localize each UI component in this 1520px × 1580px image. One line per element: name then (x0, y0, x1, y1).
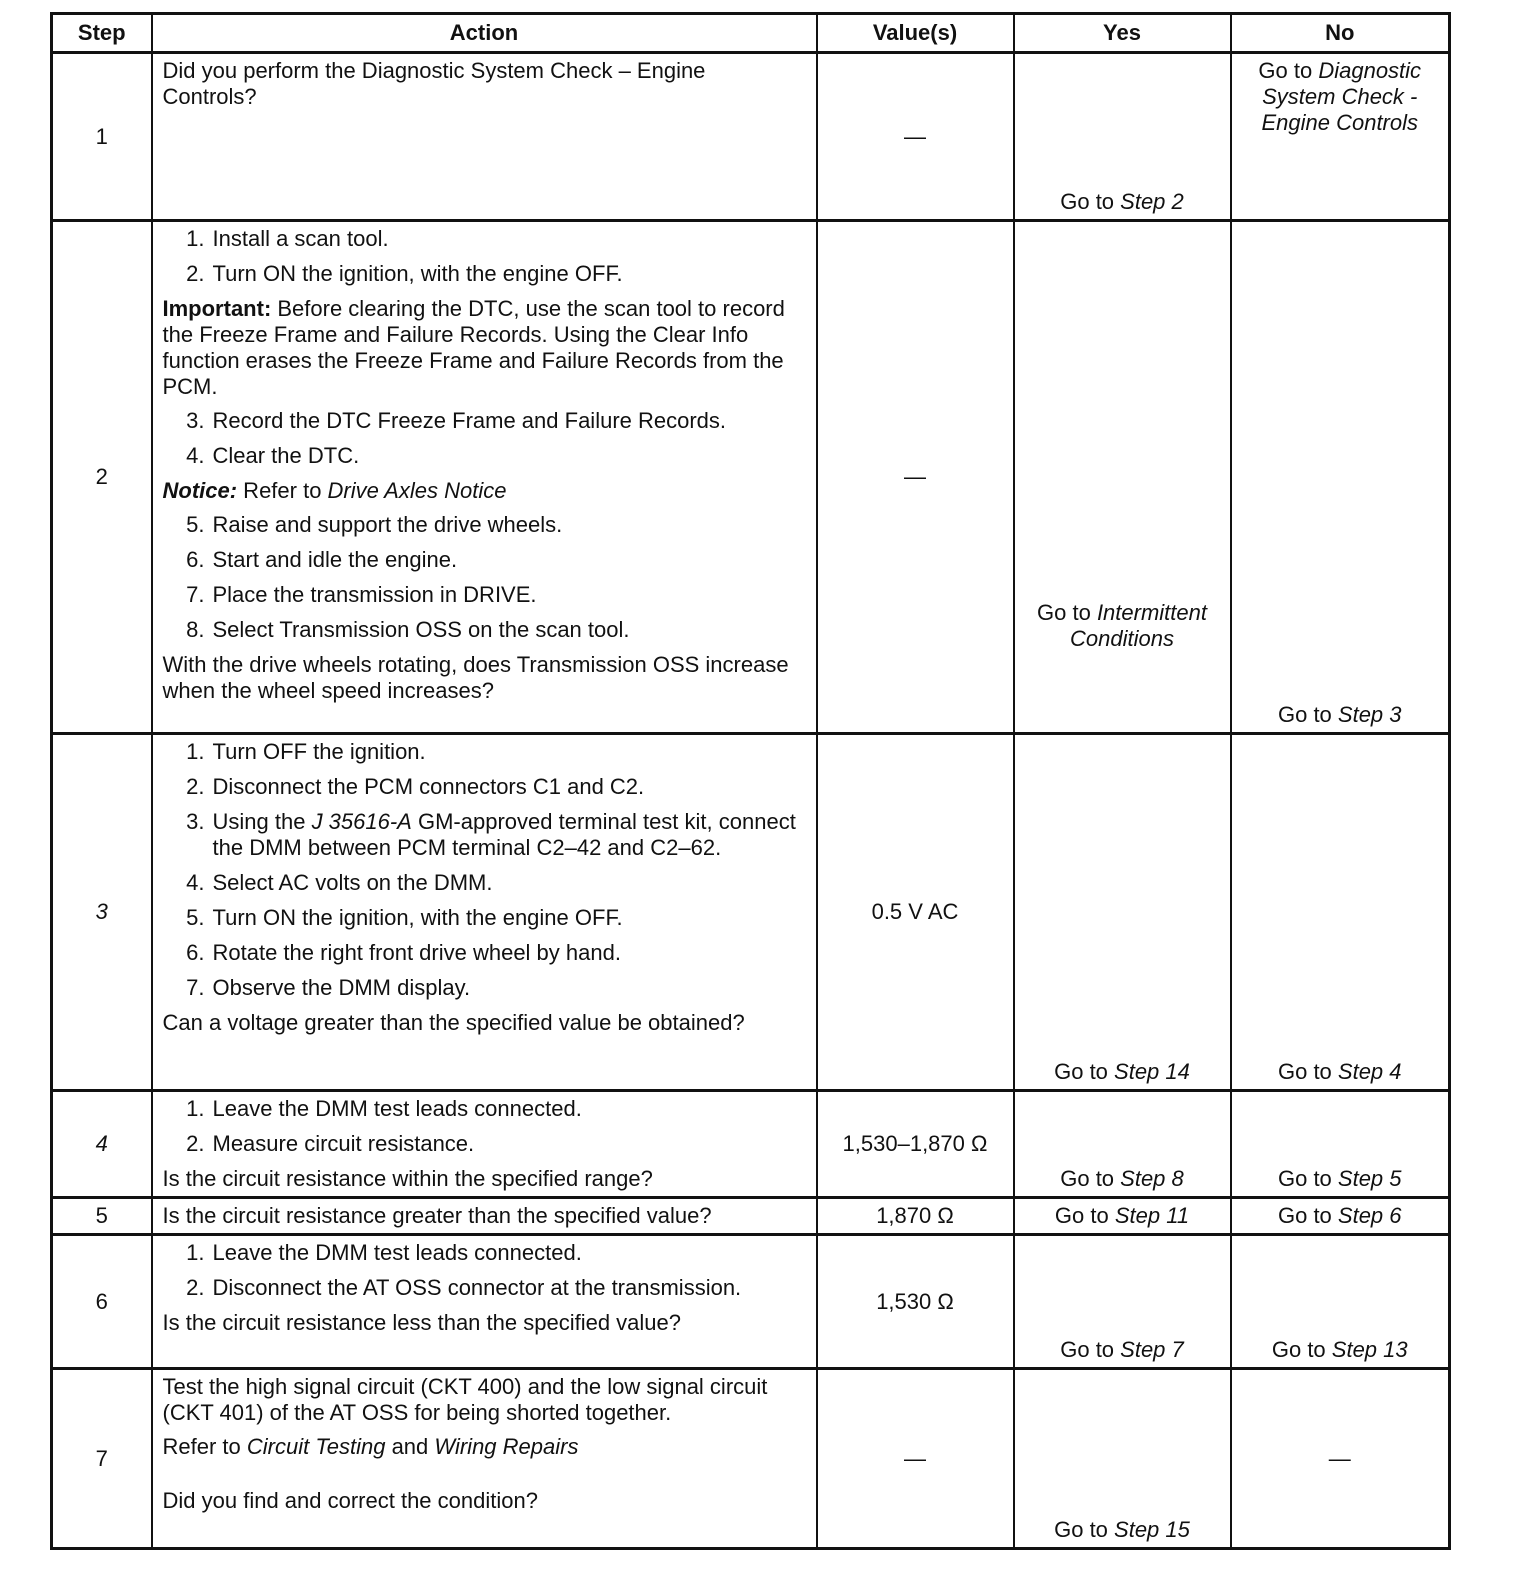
list-item: 1. Install a scan tool. (186, 226, 389, 251)
list-item: 7. Place the transmission in DRIVE. (186, 582, 537, 607)
step-number: 3 (52, 734, 152, 1091)
action-cell (152, 53, 817, 221)
header-yes: Yes (1014, 14, 1231, 53)
step-number: 7 (52, 1369, 152, 1549)
diagnostic-table-sheet (50, 12, 1448, 1550)
table-row-step-4 (52, 1091, 1450, 1198)
table-row-step-1 (52, 53, 1450, 221)
list-item: 5. Raise and support the drive wheels. (186, 512, 563, 537)
important-note: Important: Before clearing the DTC, use the scan tool to record the Freeze Frame and Failure Records. Using the Clear Info function erases the Freeze Frame and Failure Records from the PCM. (162, 296, 785, 399)
action-cell (152, 1091, 817, 1198)
no-prefix: Go to (1258, 58, 1319, 83)
refer-line: Refer to Circuit Testing and Wiring Repairs (162, 1434, 579, 1459)
yes-cell (1014, 1198, 1231, 1235)
action-cell (152, 1198, 817, 1235)
action-question: Did you perform the Diagnostic System Check – Engine Controls? (162, 58, 706, 109)
table-row-step-3 (52, 734, 1450, 1091)
no-prefix: Go to (1277, 1203, 1338, 1228)
no-link[interactable]: Step 4 (1337, 1059, 1402, 1084)
yes-link[interactable]: Step 14 (1114, 1059, 1190, 1084)
no-link[interactable]: Diagnostic System Check - Engine Controls (1261, 58, 1422, 135)
action-cell (152, 221, 817, 734)
table-row-step-6 (52, 1235, 1450, 1369)
step-number: 2 (52, 221, 152, 734)
value-cell: 1,870 Ω (817, 1198, 1014, 1235)
instruction-list (163, 1240, 806, 1301)
step-number: 6 (52, 1235, 152, 1369)
table-row-step-7 (52, 1369, 1450, 1549)
value-cell: 1,530 Ω (817, 1235, 1014, 1369)
yes-link[interactable]: Step 8 (1120, 1166, 1184, 1191)
instruction-list (163, 408, 806, 469)
yes-prefix: Go to (1060, 189, 1121, 214)
action-question: Is the circuit resistance less than the specified value? (162, 1310, 681, 1335)
tool-reference: J 35616-A (311, 809, 412, 834)
action-cell (152, 1235, 817, 1369)
yes-link[interactable]: Step 7 (1120, 1337, 1184, 1362)
action-cell (152, 1369, 817, 1549)
action-question: With the drive wheels rotating, does Transmission OSS increase when the wheel speed increases? (162, 652, 789, 703)
list-item: 3. Record the DTC Freeze Frame and Failure Records. (186, 408, 727, 433)
header-action: Action (152, 14, 817, 53)
action-question: Is the circuit resistance within the specified range? (162, 1166, 653, 1191)
yes-cell (1014, 221, 1231, 734)
yes-prefix: Go to (1054, 1059, 1115, 1084)
no-cell (1231, 53, 1450, 221)
list-item: 6. Rotate the right front drive wheel by hand. (186, 940, 621, 965)
header-no: No (1231, 14, 1450, 53)
no-cell (1231, 1235, 1450, 1369)
no-link[interactable]: Step 5 (1337, 1166, 1402, 1191)
step-number: 1 (52, 53, 152, 221)
action-question: Is the circuit resistance greater than the specified value? (162, 1203, 712, 1228)
notice-link[interactable]: Drive Axles Notice (327, 478, 507, 503)
value-cell: 0.5 V AC (817, 734, 1014, 1091)
yes-prefix: Go to (1060, 1337, 1121, 1362)
yes-prefix: Go to (1054, 1203, 1115, 1228)
list-item: 4. Select AC volts on the DMM. (186, 870, 493, 895)
action-question: Can a voltage greater than the specified value be obtained? (162, 1010, 745, 1035)
list-item: 2. Measure circuit resistance. (186, 1131, 475, 1156)
no-link[interactable]: Step 6 (1337, 1203, 1402, 1228)
value-cell: — (817, 221, 1014, 734)
yes-prefix: Go to (1054, 1517, 1115, 1542)
value-cell: 1,530–1,870 Ω (817, 1091, 1014, 1198)
instruction-list (163, 739, 806, 1001)
list-item: 6. Start and idle the engine. (186, 547, 458, 572)
list-item: 4. Clear the DTC. (186, 443, 360, 468)
yes-link[interactable]: Intermittent Conditions (1070, 600, 1207, 651)
value-cell: — (817, 1369, 1014, 1549)
step-number: 5 (52, 1198, 152, 1235)
circuit-testing-link[interactable]: Circuit Testing (246, 1434, 386, 1459)
list-item: 2. Disconnect the AT OSS connector at the transmission. (186, 1275, 742, 1300)
list-item: 5. Turn ON the ignition, with the engine OFF. (186, 905, 623, 930)
yes-cell (1014, 734, 1231, 1091)
no-prefix: Go to (1271, 1337, 1332, 1362)
list-item: 8. Select Transmission OSS on the scan tool. (186, 617, 630, 642)
instruction-list (163, 1096, 806, 1157)
header-step: Step (52, 14, 152, 53)
yes-prefix: Go to (1060, 1166, 1121, 1191)
list-item: 1. Leave the DMM test leads connected. (186, 1240, 582, 1265)
action-cell (152, 734, 817, 1091)
no-prefix: Go to (1277, 702, 1338, 727)
yes-prefix: Go to (1037, 600, 1097, 625)
value-cell: — (817, 53, 1014, 221)
yes-cell (1014, 1235, 1231, 1369)
no-link[interactable]: Step 13 (1331, 1337, 1408, 1362)
list-item: 1. Leave the DMM test leads connected. (186, 1096, 582, 1121)
action-question: Did you find and correct the condition? (162, 1488, 538, 1513)
table-row-step-2 (52, 221, 1450, 734)
no-cell (1231, 1198, 1450, 1235)
table-row-step-5 (52, 1198, 1450, 1235)
instruction-list (163, 512, 806, 643)
list-item: 3. Using the J 35616-A GM-approved terminal test kit, connect the DMM between PCM terminal C2–42 and C2–62. (186, 809, 796, 860)
no-cell (1231, 1091, 1450, 1198)
no-cell: — (1231, 1369, 1450, 1549)
list-item: 2. Disconnect the PCM connectors C1 and C2. (186, 774, 645, 799)
yes-link[interactable]: Step 11 (1114, 1203, 1190, 1228)
no-link[interactable]: Step 3 (1337, 702, 1402, 727)
diagnostic-table (50, 12, 1451, 1550)
yes-cell (1014, 1369, 1231, 1549)
action-paragraph: Test the high signal circuit (CKT 400) and the low signal circuit (CKT 401) of the AT OSS for being shorted together. (162, 1374, 768, 1425)
list-item: 1. Turn OFF the ignition. (186, 739, 426, 764)
list-item: 7. Observe the DMM display. (186, 975, 471, 1000)
no-cell (1231, 221, 1450, 734)
step-number: 4 (52, 1091, 152, 1198)
header-values: Value(s) (817, 14, 1014, 53)
list-item: 2. Turn ON the ignition, with the engine OFF. (186, 261, 623, 286)
header-row (52, 14, 1450, 53)
no-prefix: Go to (1277, 1059, 1338, 1084)
yes-link[interactable]: Step 15 (1114, 1517, 1190, 1542)
wiring-repairs-link[interactable]: Wiring Repairs (434, 1434, 579, 1459)
yes-link[interactable]: Step 2 (1120, 189, 1184, 214)
notice-note: Notice: Refer to Drive Axles Notice (162, 478, 507, 503)
instruction-list (163, 226, 806, 287)
yes-cell (1014, 1091, 1231, 1198)
no-cell (1231, 734, 1450, 1091)
yes-cell (1014, 53, 1231, 221)
no-prefix: Go to (1277, 1166, 1338, 1191)
